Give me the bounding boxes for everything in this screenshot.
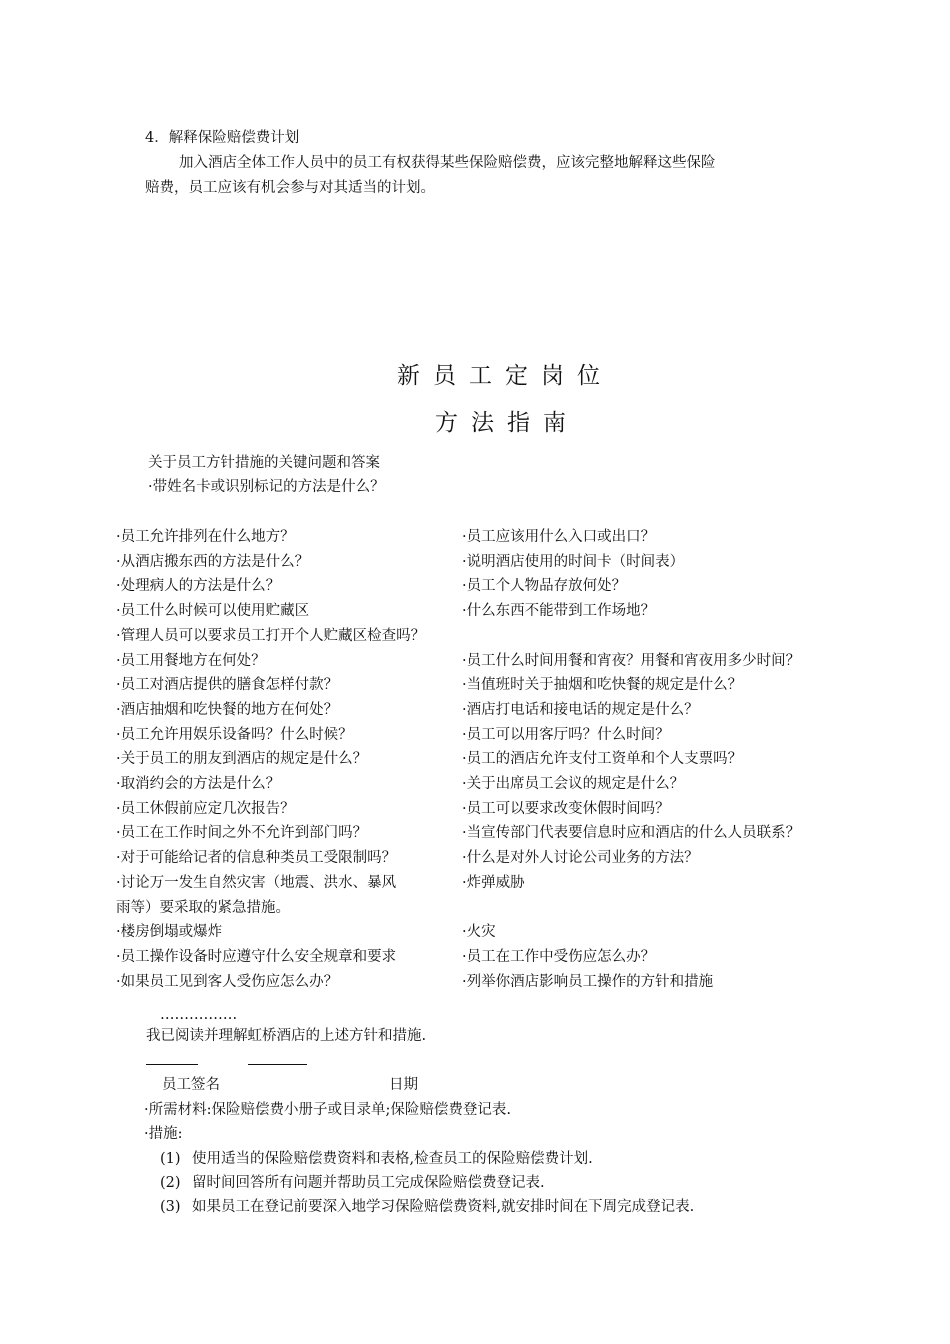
question-row xyxy=(116,600,856,624)
employee-signature-line xyxy=(146,1064,198,1065)
question-left: ·员工允许用娱乐设备吗？什么时候？ xyxy=(116,727,353,743)
question-row xyxy=(116,971,856,995)
question-left: ·处理病人的方法是什么？ xyxy=(116,578,281,594)
question-left: ·对于可能给记者的信息种类员工受限制吗？ xyxy=(116,850,397,866)
question-right: ·员工可以要求改变休假时间吗？ xyxy=(462,801,670,817)
question-left: 雨等）要采取的紧急措施。 xyxy=(116,900,290,916)
step-text: 如果员工在登记前要深入地学习保险赔偿费资料,就安排时间在下周完成登记表. xyxy=(192,1199,695,1215)
section-paragraph-line-1: 加入酒店全体工作人员中的员工有权获得某些保险赔偿费，应该完整地解释这些保险 xyxy=(179,155,716,171)
question-left: ·关于员工的朋友到酒店的规定是什么？ xyxy=(116,751,368,767)
question-right: ·当宣传部门代表要信息时应和酒店的什么人员联系？ xyxy=(462,825,801,841)
question-row xyxy=(116,699,856,723)
question-row xyxy=(116,773,856,797)
measures-label: ·措施: xyxy=(144,1126,183,1142)
ellipsis: ……………. xyxy=(160,1007,238,1023)
acknowledgement-text: 我已阅读并理解虹桥酒店的上述方针和措施. xyxy=(146,1028,427,1044)
question-left: ·员工允许排列在什么地方？ xyxy=(116,529,295,545)
question-left: ·如果员工见到客人受伤应怎么办？ xyxy=(116,974,339,990)
question-right: ·炸弹威胁 xyxy=(462,875,525,891)
question-row xyxy=(116,650,856,674)
question-left: ·员工什么时候可以使用贮藏区 xyxy=(116,603,310,619)
section-heading: 4．解释保险赔偿费计划 xyxy=(145,130,300,146)
step-text: 留时间回答所有问题并帮助员工完成保险赔偿费登记表. xyxy=(192,1175,545,1191)
question-right: ·说明酒店使用的时间卡（时间表） xyxy=(462,554,685,570)
date-signature-line xyxy=(248,1064,307,1065)
question-right: ·员工在工作中受伤应怎么办？ xyxy=(462,949,656,965)
step-item xyxy=(160,1173,545,1193)
question-left: ·员工用餐地方在何处？ xyxy=(116,653,266,669)
question-row xyxy=(116,921,856,945)
question-left: ·从酒店搬东西的方法是什么？ xyxy=(116,554,310,570)
question-right: ·什么东西不能带到工作场地？ xyxy=(462,603,656,619)
required-materials: ·所需材料:保险赔偿费小册子或目录单;保险赔偿费登记表. xyxy=(144,1102,511,1118)
question-left: ·员工在工作时间之外不允许到部门吗？ xyxy=(116,825,368,841)
question-right: ·当值班时关于抽烟和吃快餐的规定是什么？ xyxy=(462,677,743,693)
step-item xyxy=(160,1197,694,1217)
question-left: ·员工操作设备时应遵守什么安全规章和要求 xyxy=(116,949,397,965)
question-row xyxy=(116,946,856,970)
question-row xyxy=(116,822,856,846)
question-row xyxy=(116,575,856,599)
question-right: ·员工应该用什么入口或出口？ xyxy=(462,529,656,545)
step-number: (1) xyxy=(160,1151,181,1167)
question-left: ·讨论万一发生自然灾害（地震、洪水、暴风 xyxy=(116,875,397,891)
qa-heading: 关于员工方针措施的关键问题和答案 xyxy=(148,455,380,471)
employee-signature-label: 员工签名 xyxy=(162,1077,220,1093)
step-item xyxy=(160,1149,593,1169)
question-right: ·火灾 xyxy=(462,924,496,940)
question-row xyxy=(116,724,856,748)
question-row xyxy=(116,872,856,896)
date-label: 日期 xyxy=(389,1077,418,1093)
question-row xyxy=(116,847,856,871)
question-right: ·关于出席员工会议的规定是什么？ xyxy=(462,776,685,792)
question-row xyxy=(116,526,856,550)
step-text: 使用适当的保险赔偿费资料和表格,检查员工的保险赔偿费计划. xyxy=(192,1151,593,1167)
question-right: ·酒店打电话和接电话的规定是什么？ xyxy=(462,702,699,718)
document-title: 新员工定岗位 xyxy=(397,363,613,389)
question-left: ·酒店抽烟和吃快餐的地方在何处？ xyxy=(116,702,339,718)
question-right: ·员工的酒店允许支付工资单和个人支票吗？ xyxy=(462,751,743,767)
question-left: ·管理人员可以要求员工打开个人贮藏区检查吗？ xyxy=(116,628,426,644)
question-row xyxy=(116,674,856,698)
question-row xyxy=(116,897,856,921)
question-left: ·员工休假前应定几次报告？ xyxy=(116,801,295,817)
question-row xyxy=(116,551,856,575)
step-number: (3) xyxy=(160,1199,181,1215)
first-question: ·带姓名卡或识别标记的方法是什么？ xyxy=(148,479,385,495)
question-right: ·员工个人物品存放何处？ xyxy=(462,578,627,594)
question-left: ·楼房倒塌或爆炸 xyxy=(116,924,223,940)
question-row xyxy=(116,798,856,822)
question-right: ·列举你酒店影响员工操作的方针和措施 xyxy=(462,974,714,990)
question-left: ·取消约会的方法是什么？ xyxy=(116,776,281,792)
section-paragraph-line-2: 赔费，员工应该有机会参与对其适当的计划。 xyxy=(145,180,435,196)
question-right: ·什么是对外人讨论公司业务的方法？ xyxy=(462,850,699,866)
question-row xyxy=(116,748,856,772)
question-right: ·员工可以用客厅吗？什么时间？ xyxy=(462,727,670,743)
question-right: ·员工什么时间用餐和宵夜？用餐和宵夜用多少时间？ xyxy=(462,653,801,669)
document-subtitle: 方法指南 xyxy=(435,410,579,436)
step-number: (2) xyxy=(160,1175,181,1191)
question-left: ·员工对酒店提供的膳食怎样付款？ xyxy=(116,677,339,693)
question-row xyxy=(116,625,856,649)
